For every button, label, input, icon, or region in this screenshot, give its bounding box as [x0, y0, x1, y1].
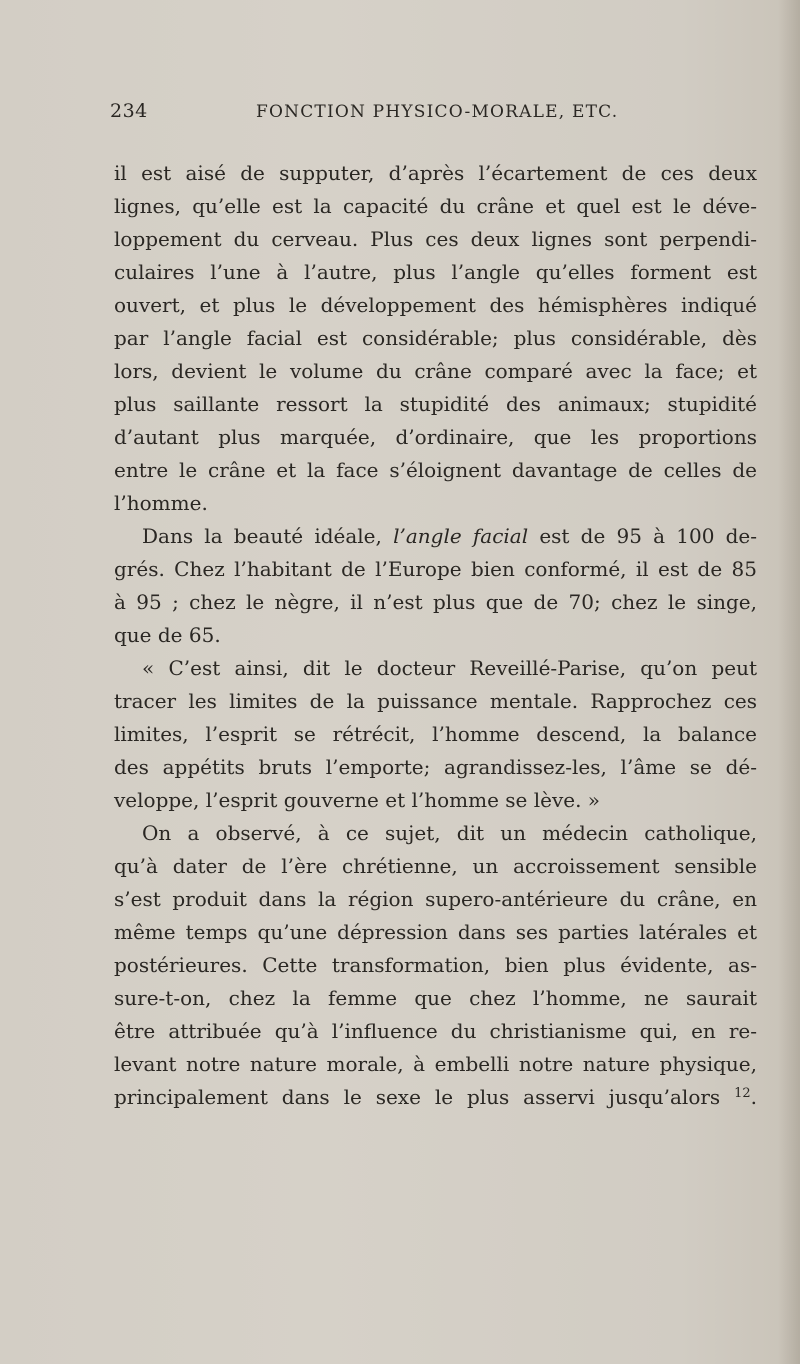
- text-line: lignes, qu’elle est la capacité du crâne et quel est le déve-: [114, 194, 757, 218]
- body-text: [114, 157, 757, 1114]
- text-line: entre le crâne et la face s’éloignent davantage de celles de: [114, 458, 757, 482]
- text-line: levant notre nature morale, à embelli notre nature physique,: [114, 1052, 757, 1076]
- text-line: par l’angle facial est considérable; plus considérable, dès: [114, 326, 757, 350]
- italic-term: l’angle facial: [393, 524, 529, 548]
- text-line: grés. Chez l’habitant de l’Europe bien conformé, il est de 85: [114, 557, 757, 581]
- running-head: FONCTION PHYSICO-MORALE, ETC.: [256, 102, 619, 122]
- text-line: tracer les limites de la puissance mentale. Rapprochez ces: [114, 689, 757, 713]
- text-line: ouvert, et plus le développement des hémisphères indiqué: [114, 293, 757, 317]
- paragraph-1: [114, 157, 757, 520]
- text-span: est de 95 à 100 de-: [528, 524, 758, 548]
- text-line: veloppe, l’esprit gouverne et l’homme se lève. »: [114, 788, 601, 812]
- text-line: postérieures. Cette transformation, bien plus évidente, as-: [114, 953, 757, 977]
- text-line: à 95 ; chez le nègre, il n’est plus que de 70; chez le singe,: [114, 590, 757, 614]
- text-span: Dans la beauté idéale,: [142, 524, 394, 548]
- page-number: 234: [110, 100, 148, 122]
- text-line: même temps qu’une dépression dans ses parties latérales et: [114, 920, 757, 944]
- paragraph-2: [114, 520, 757, 652]
- text-line: limites, l’esprit se rétrécit, l’homme descend, la balance: [114, 722, 757, 746]
- text-line: lors, devient le volume du crâne comparé avec la face; et: [114, 359, 757, 383]
- text-line: [114, 520, 757, 553]
- text-line: « C’est ainsi, dit le docteur Reveillé-Parise, qu’on peut: [142, 656, 757, 680]
- text-line: culaires l’une à l’autre, plus l’angle qu’elles forment est: [114, 260, 757, 284]
- text-line: sure-t-on, chez la femme que chez l’homme, ne saurait: [114, 986, 757, 1010]
- footnote-mark: 12: [734, 1086, 751, 1101]
- page-edge-shadow: [778, 0, 800, 1364]
- text-line: l’homme.: [114, 491, 208, 515]
- paragraph-3: [114, 652, 757, 817]
- text-span: principalement dans le sexe le plus asservi jusqu’alors: [114, 1085, 735, 1109]
- paragraph-4: [114, 817, 757, 1114]
- text-line: il est aisé de supputer, d’après l’écartement de ces deux: [114, 161, 757, 185]
- text-line: plus saillante ressort la stupidité des animaux; stupidité: [114, 392, 757, 416]
- text-line: loppement du cerveau. Plus ces deux lignes sont perpendi-: [114, 227, 757, 251]
- page-header: [110, 100, 760, 130]
- text-line: [114, 1081, 757, 1114]
- text-line: d’autant plus marquée, d’ordinaire, que les proportions: [114, 425, 757, 449]
- text-line: être attribuée qu’à l’influence du christianisme qui, en re-: [114, 1019, 757, 1043]
- text-span: .: [750, 1085, 757, 1109]
- text-line: des appétits bruts l’emporte; agrandissez-les, l’âme se dé-: [114, 755, 757, 779]
- text-line: On a observé, à ce sujet, dit un médecin catholique,: [142, 821, 757, 845]
- text-line: que de 65.: [114, 623, 221, 647]
- text-line: s’est produit dans la région supero-antérieure du crâne, en: [114, 887, 757, 911]
- text-line: qu’à dater de l’ère chrétienne, un accroissement sensible: [114, 854, 757, 878]
